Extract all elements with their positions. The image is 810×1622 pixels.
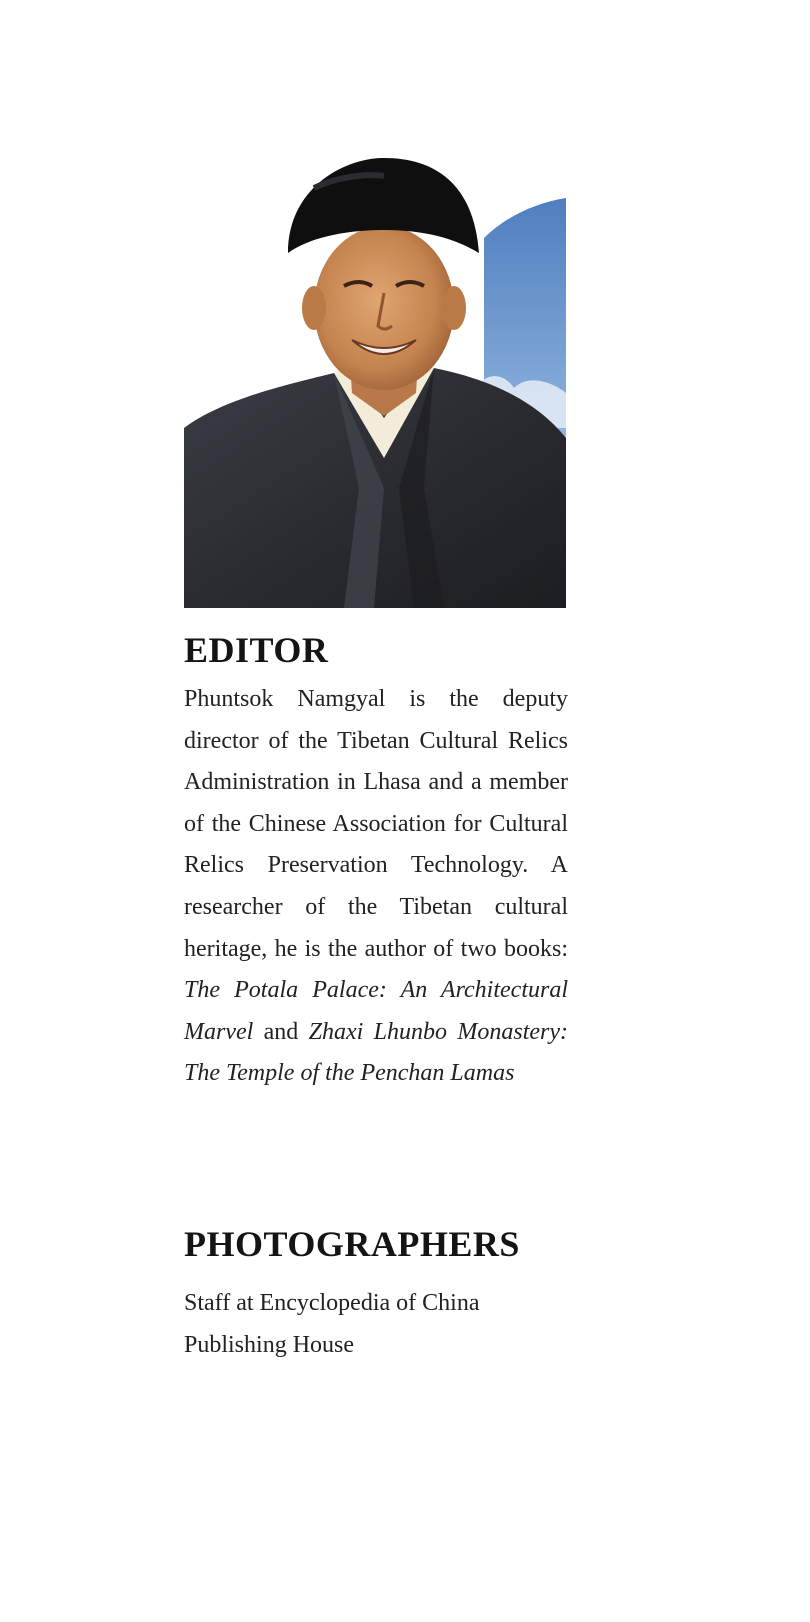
book-title-zhaxi-lhunbo: Zhaxi Lhunbo Monastery: The Temple of the Penchan Lamas <box>184 1018 568 1087</box>
editor-bio <box>184 679 568 1095</box>
editor-portrait-photo <box>184 158 566 608</box>
photographers-heading: PHOTOGRAPHERS <box>184 1224 520 1264</box>
book-title-potala: The Potala Palace: An Architectural Marvel <box>184 977 568 1045</box>
editor-bio-connector: and <box>253 1018 309 1045</box>
editor-bio-intro: Phuntsok Namgyal is the deputy director of the Tibetan Cultural Relics Administration in Lhasa and a member of the Chinese Association for Cultural Relics Preservation Technology. A researcher of the Tibetan cultural heritage, he is the author of two books: <box>184 686 568 962</box>
portrait-photo-icon <box>184 158 566 608</box>
editor-heading: EDITOR <box>184 630 329 670</box>
photographers-credit: Staff at Encyclopedia of China Publishing House <box>184 1290 480 1358</box>
